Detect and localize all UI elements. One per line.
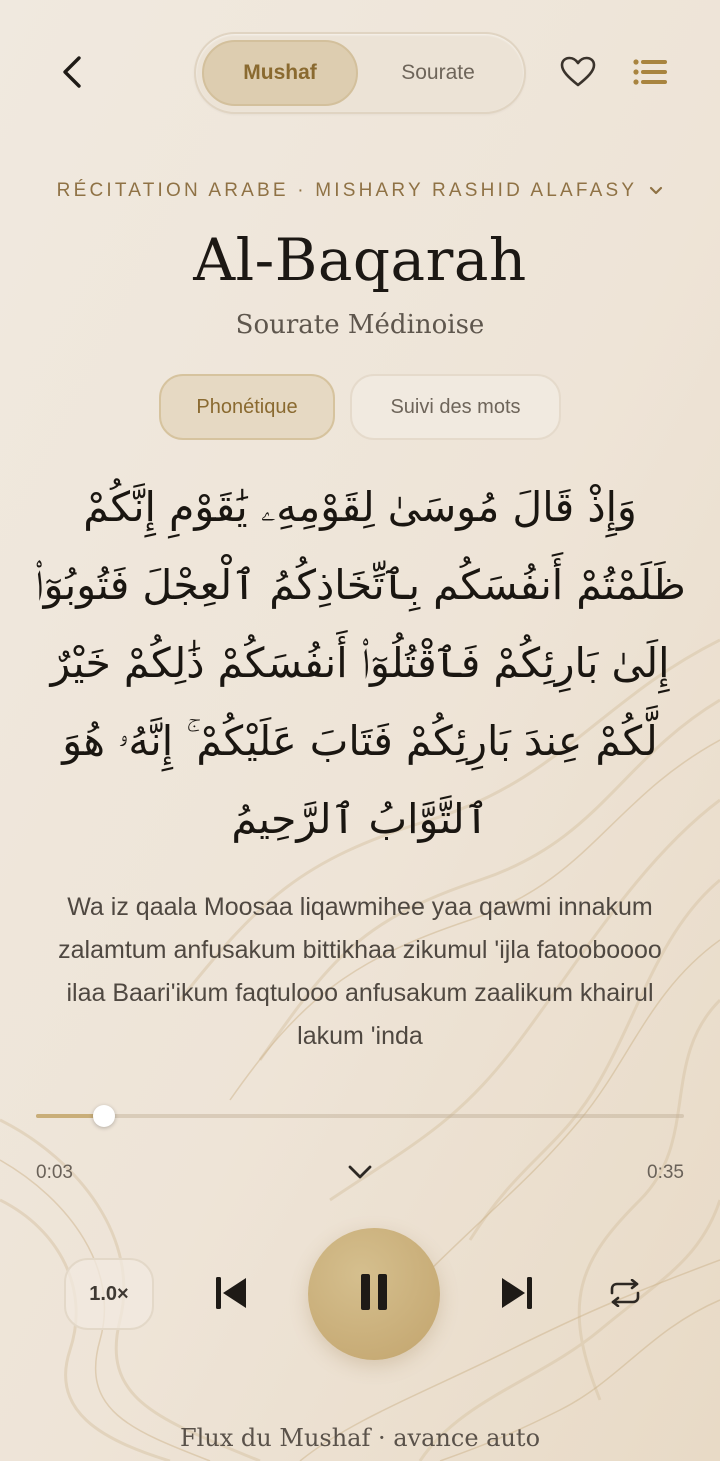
repeat-button[interactable]	[600, 1270, 650, 1320]
collapse-player-button[interactable]	[340, 1154, 380, 1194]
progress-track[interactable]	[36, 1114, 684, 1118]
reciter-selector[interactable]	[0, 176, 720, 206]
reciter-label: RÉCITATION ARABE · MISHARY RASHID ALAFASY	[56, 180, 638, 201]
previous-verse-button[interactable]	[206, 1270, 256, 1320]
tab-mushaf[interactable]	[202, 40, 358, 106]
skip-next-icon	[501, 1276, 533, 1315]
tab-mushaf-label: Mushaf	[243, 61, 317, 84]
playback-speed-label: 1.0×	[89, 1282, 129, 1305]
skip-previous-icon	[215, 1276, 247, 1315]
surah-title: Al-Baqarah	[193, 226, 527, 294]
total-time: 0:35	[647, 1162, 684, 1183]
chevron-down-icon	[649, 180, 663, 202]
chevron-left-icon	[60, 55, 84, 94]
mode-word-tracking-label: Suivi des mots	[390, 395, 521, 418]
heart-icon	[560, 56, 596, 93]
verse-arabic-text: وَإِذْ قَالَ مُوسَىٰ لِقَوْمِهِۦ يَٰقَوْمِ إِنَّكُمْ ظَلَمْتُمْ أَنفُسَكُم بِٱتِّخَاذِكُمُ ٱلْعِجْلَ فَتُوبُوٓا۟ إِلَىٰ بَارِئِكُمْ فَٱقْتُلُوٓا۟ أَنفُسَكُمْ ذَٰلِكُمْ خَيْرٌ لَّكُمْ عِندَ بَارِئِكُمْ فَتَابَ عَلَيْكُمْ ۚ إِنَّهُۥ هُوَ ٱلتَّوَّابُ ٱلرَّحِيمُ	[34, 483, 686, 843]
chevron-down-icon	[347, 1164, 373, 1185]
list-icon	[633, 59, 667, 90]
favorite-button[interactable]	[554, 50, 602, 98]
repeat-icon	[608, 1279, 642, 1312]
pause-icon	[360, 1273, 388, 1316]
mode-phonetic-button[interactable]	[159, 374, 335, 440]
footer-caption: Flux du Mushaf · avance auto	[179, 1424, 541, 1452]
play-pause-button[interactable]	[308, 1228, 440, 1360]
tab-sourate[interactable]	[358, 40, 518, 106]
mode-word-tracking-button[interactable]	[350, 374, 561, 440]
verse-list-button[interactable]	[626, 50, 674, 98]
current-time: 0:03	[36, 1162, 73, 1183]
view-segmented-control	[194, 32, 526, 114]
verse-transliteration: Wa iz qaala Moosaa liqawmihee yaa qawmi innakum zalamtum anfusakum bittikhaa zikumul 'ijla fatooboooo ilaa Baari'ikum faqtulooo anfusakum zaalikum khairul lakum 'inda	[58, 893, 662, 1050]
back-button[interactable]	[44, 50, 100, 98]
progress-thumb[interactable]	[93, 1105, 115, 1127]
next-verse-button[interactable]	[492, 1270, 542, 1320]
playback-speed-button[interactable]	[64, 1258, 154, 1330]
mode-phonetic-label: Phonétique	[196, 395, 298, 418]
tab-sourate-label: Sourate	[401, 61, 475, 84]
surah-subtitle: Sourate Médinoise	[235, 310, 485, 340]
